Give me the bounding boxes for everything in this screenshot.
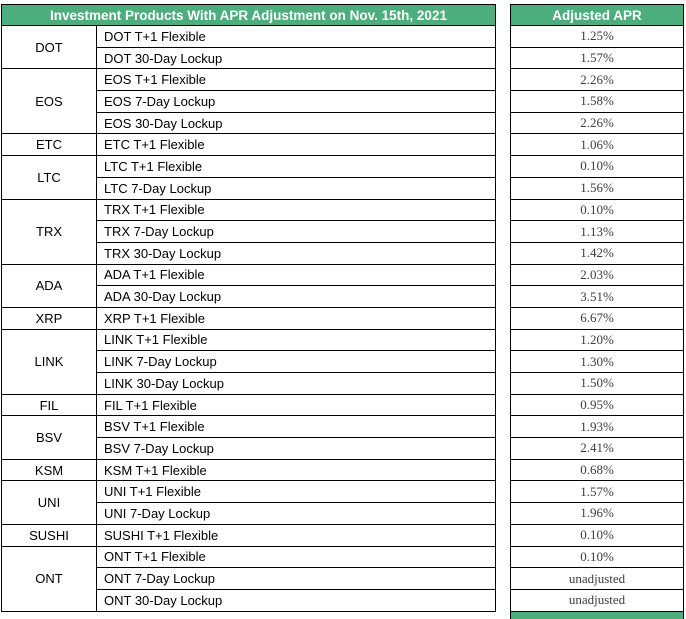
product-cell: SUSHI T+1 Flexible <box>96 525 496 547</box>
apr-value-cell: 1.50% <box>510 373 684 395</box>
apr-value-cell: 1.57% <box>510 481 684 503</box>
product-cell: TRX 30-Day Lockup <box>96 243 496 265</box>
apr-value-cell: 2.26% <box>510 113 684 135</box>
product-cell: FIL T+1 Flexible <box>96 395 496 417</box>
apr-value-cell: 1.13% <box>510 221 684 243</box>
product-cell: ONT 7-Day Lockup <box>96 568 496 590</box>
coin-cell: DOT <box>1 26 96 69</box>
apr-value-cell: 1.30% <box>510 351 684 373</box>
coin-cell: KSM <box>1 460 96 482</box>
coin-cell: ADA <box>1 265 96 308</box>
coin-cell: TRX <box>1 200 96 265</box>
coin-cell: EOS <box>1 69 96 134</box>
apr-value-cell: 0.10% <box>510 200 684 222</box>
product-cell: XRP T+1 Flexible <box>96 308 496 330</box>
product-cell: UNI 7-Day Lockup <box>96 503 496 525</box>
coin-cell: UNI <box>1 481 96 524</box>
apr-value-cell: 1.93% <box>510 416 684 438</box>
product-cell: ETC T+1 Flexible <box>96 134 496 156</box>
apr-value-cell: 1.20% <box>510 330 684 352</box>
product-cell: ADA T+1 Flexible <box>96 265 496 287</box>
apr-value-cell: 0.10% <box>510 525 684 547</box>
apr-value-cell: 1.57% <box>510 48 684 70</box>
apr-value-cell: 1.06% <box>510 134 684 156</box>
coin-cell: LINK <box>1 330 96 395</box>
coin-cell: FIL <box>1 395 96 417</box>
product-cell: KSM T+1 Flexible <box>96 460 496 482</box>
product-cell: BSV 7-Day Lockup <box>96 438 496 460</box>
coin-cell: XRP <box>1 308 96 330</box>
product-cell: TRX T+1 Flexible <box>96 200 496 222</box>
apr-value-cell: unadjusted <box>510 590 684 612</box>
product-cell: DOT T+1 Flexible <box>96 26 496 48</box>
apr-value-cell: 6.67% <box>510 308 684 330</box>
product-cell: TRX 7-Day Lockup <box>96 221 496 243</box>
coin-cell: LTC <box>1 156 96 199</box>
apr-value-cell: 0.10% <box>510 156 684 178</box>
coin-cell: ONT <box>1 547 96 612</box>
product-cell: LTC T+1 Flexible <box>96 156 496 178</box>
coin-cell: BSV <box>1 416 96 459</box>
apr-header: Adjusted APR <box>510 4 684 26</box>
product-cell: EOS 30-Day Lockup <box>96 113 496 135</box>
apr-value-cell: 1.42% <box>510 243 684 265</box>
apr-value-cell: 2.03% <box>510 265 684 287</box>
product-cell: EOS 7-Day Lockup <box>96 91 496 113</box>
coin-cell: SUSHI <box>1 525 96 547</box>
apr-value-cell: 1.58% <box>510 91 684 113</box>
apr-value-cell: 1.96% <box>510 503 684 525</box>
product-cell: EOS T+1 Flexible <box>96 69 496 91</box>
apr-value-cell: 1.25% <box>510 26 684 48</box>
product-cell: ONT T+1 Flexible <box>96 547 496 569</box>
product-cell: BSV T+1 Flexible <box>96 416 496 438</box>
apr-value-cell: 0.10% <box>510 547 684 569</box>
product-cell: ADA 30-Day Lockup <box>96 286 496 308</box>
product-cell: LINK T+1 Flexible <box>96 330 496 352</box>
product-cell: ONT 30-Day Lockup <box>96 590 496 612</box>
apr-value-cell: 2.26% <box>510 69 684 91</box>
apr-value-cell: 0.68% <box>510 460 684 482</box>
product-cell: LINK 30-Day Lockup <box>96 373 496 395</box>
product-cell: LTC 7-Day Lockup <box>96 178 496 200</box>
product-cell: DOT 30-Day Lockup <box>96 48 496 70</box>
coin-cell: ETC <box>1 134 96 156</box>
apr-value-cell: 2.41% <box>510 438 684 460</box>
apr-value-cell: unadjusted <box>510 568 684 590</box>
product-cell: LINK 7-Day Lockup <box>96 351 496 373</box>
apr-value-cell: 3.51% <box>510 286 684 308</box>
apr-value-cell: 0.95% <box>510 395 684 417</box>
apr-table <box>1 4 684 619</box>
products-header: Investment Products With APR Adjustment on Nov. 15th, 2021 <box>1 4 496 26</box>
apr-value-cell: 1.56% <box>510 178 684 200</box>
next-section-header-partial <box>510 612 684 619</box>
product-cell: UNI T+1 Flexible <box>96 481 496 503</box>
